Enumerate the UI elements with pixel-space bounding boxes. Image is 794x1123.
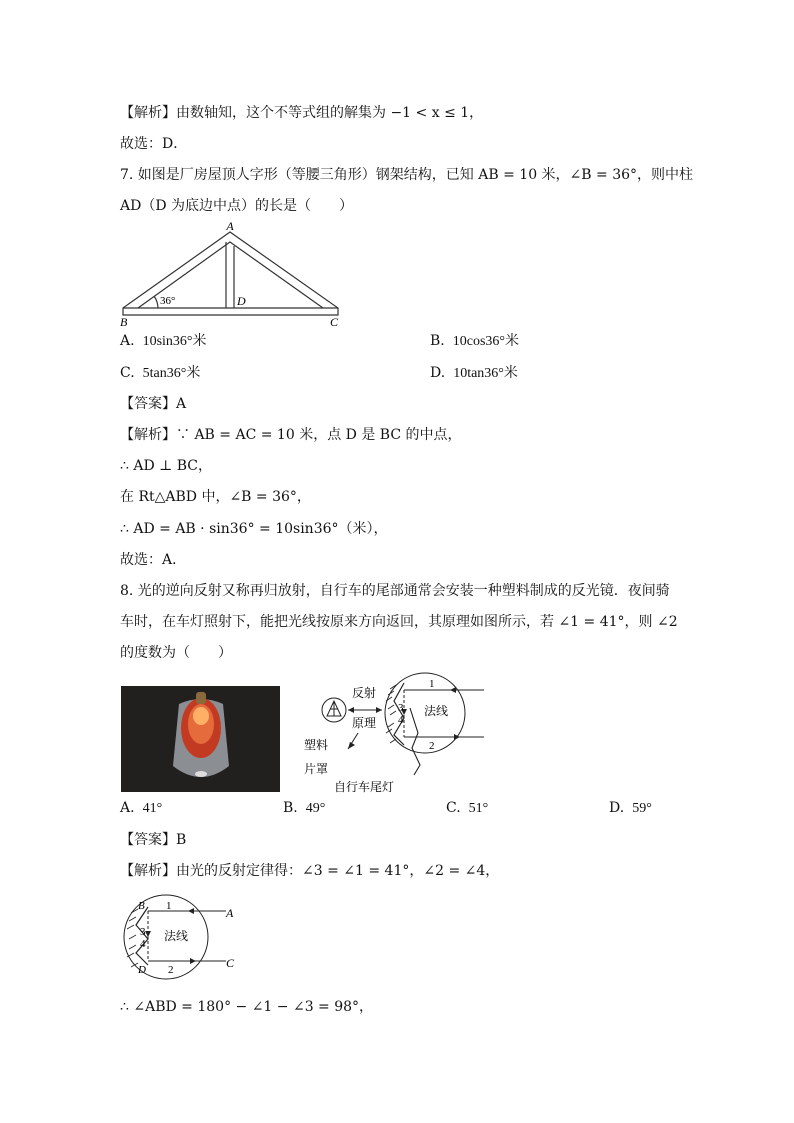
reflection-diagram	[118, 893, 248, 985]
analysis-line-1: 【解析】由数轴知，这个不等式组的解集为 −1 < x ≤ 1，	[120, 105, 484, 121]
diagram2-label-d: D	[138, 964, 146, 976]
question-8-line-1: 8. 光的逆向反射又称再归放射，自行车的尾部通常会安装一种塑料制成的反光镜．夜间骑	[120, 583, 670, 599]
diagram2-angle-1: 1	[166, 900, 172, 912]
diagram2-angle-3: 3	[140, 926, 146, 938]
q8-option-a: A. 41°	[120, 800, 163, 816]
reflector-label-cover: 片罩	[304, 762, 329, 776]
reflector-angle-1: 1	[429, 678, 435, 690]
q8-option-c: C. 51°	[446, 800, 489, 816]
q7-option-a: A. 10sin36°米	[120, 333, 207, 349]
q8-explain-2: ∴ ∠ABD = 180° − ∠1 − ∠3 = 98°，	[120, 999, 374, 1015]
q8-answer: 【答案】B	[120, 832, 187, 848]
diagram2-angle-2: 2	[168, 964, 174, 976]
diagram2-angle-4: 4	[140, 938, 146, 950]
question-7-line-2: AD（D 为底边中点）的长是（ ）	[120, 198, 354, 214]
diagram2-label-c: C	[226, 956, 235, 970]
q7-explain-5: 故选：A．	[120, 552, 187, 568]
q7-explain-3: 在 Rt△ABD 中，∠B = 36°，	[120, 489, 311, 505]
reflector-angle-4: 4	[398, 714, 404, 726]
diagram2-label-normal: 法线	[164, 929, 189, 943]
reflector-label-plastic: 塑料	[304, 738, 329, 752]
q7-option-b: B. 10cos36°米	[430, 333, 520, 349]
taillight-photo	[121, 686, 280, 792]
q8-explain-1: 【解析】由光的反射定律得：∠3 = ∠1 = 41°，∠2 = ∠4，	[120, 863, 500, 879]
reflector-label-taillight: 自行车尾灯	[334, 780, 395, 794]
q7-option-c: C. 5tan36°米	[120, 365, 201, 381]
q8-option-d: D. 59°	[609, 800, 652, 816]
truss-label-b: B	[120, 315, 128, 329]
question-8-line-3: 的度数为（ ）	[120, 645, 232, 661]
q8-option-b: B. 49°	[283, 800, 326, 816]
reflector-angle-3: 3	[398, 702, 404, 714]
q7-explain-2: ∴ AD ⊥ BC，	[120, 458, 213, 474]
truss-label-c: C	[330, 315, 339, 329]
q7-option-d: D. 10tan36°米	[430, 365, 518, 381]
reflector-diagram	[300, 663, 500, 795]
answer-choice-line: 故选：D．	[120, 136, 188, 152]
truss-diagram	[118, 220, 348, 330]
reflector-angle-2: 2	[429, 740, 435, 752]
reflector-label-principle: 原理	[352, 716, 377, 730]
diagram2-label-a: A	[226, 906, 234, 920]
truss-label-d: D	[237, 294, 246, 308]
question-8-line-2: 车时，在车灯照射下，能把光线按原来方向返回，其原理如图所示，若 ∠1 = 41°，则 ∠2	[120, 614, 678, 630]
reflector-label-reflect: 反射	[352, 686, 377, 700]
truss-label-a: A	[226, 220, 234, 233]
question-7-line-1: 7. 如图是厂房屋顶人字形（等腰三角形）钢架结构，已知 AB = 10 米，∠B = 36°，则中柱	[120, 167, 694, 183]
reflector-label-normal: 法线	[424, 704, 449, 718]
q7-explain-4: ∴ AD = AB · sin36° = 10sin36°（米），	[120, 521, 388, 537]
truss-angle-label: 36°	[160, 295, 176, 307]
q7-answer: 【答案】A	[120, 396, 187, 412]
diagram2-label-b: B	[138, 900, 145, 912]
q7-explain-1: 【解析】∵ AB = AC = 10 米，点 D 是 BC 的中点，	[120, 427, 462, 443]
